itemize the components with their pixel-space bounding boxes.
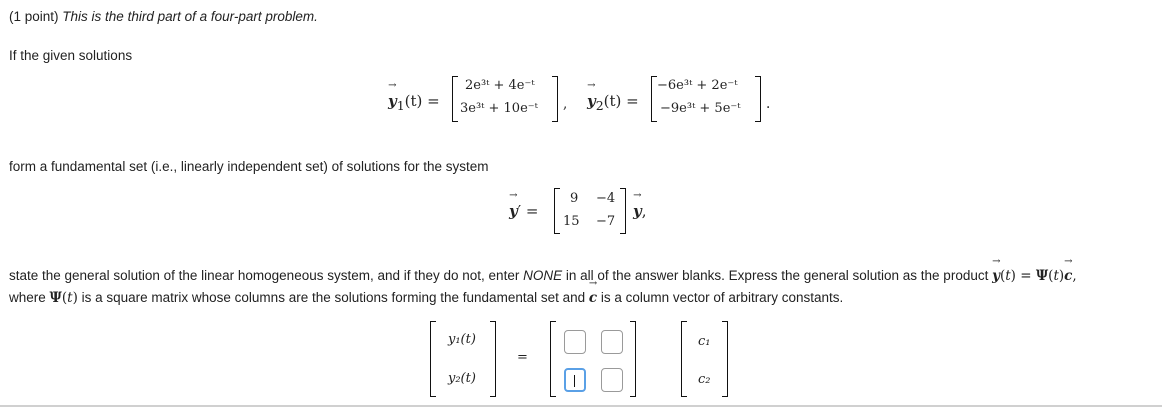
y2-right-bracket (755, 76, 761, 122)
system-a22: −7 (596, 214, 616, 229)
text-caret (574, 375, 575, 387)
y-symbol: y → (633, 202, 642, 220)
y-vec-symbol: y → (992, 268, 1000, 284)
answer-cell-12[interactable] (601, 330, 623, 354)
psi-right-bracket (630, 321, 636, 397)
problem-intro: This is the third part of a four-part problem. (62, 9, 318, 24)
state-text-pre: state the general solution of the linear homogeneous system, and if they do not, enter (9, 268, 524, 283)
psi-symbol: Ψ(t) (49, 290, 78, 306)
y1-arg: (t) = (404, 92, 440, 110)
c1-label: c₁ (698, 334, 711, 349)
y2-subscript: 2 (595, 98, 604, 113)
problem-header (9, 9, 318, 24)
product-formula: y →(t) = Ψ(t)c →, (992, 268, 1077, 284)
system-right-bracket (620, 188, 626, 234)
y1-right-bracket (552, 76, 558, 122)
y1-row1: 2e³ᵗ + 4e⁻ᵗ (465, 78, 535, 93)
c-vector-symbol (589, 290, 597, 306)
system-rhs: y →, (633, 202, 647, 220)
period: . (766, 96, 771, 112)
where-text-post: is a square matrix whose columns are the solutions forming the fundamental set and (77, 290, 589, 305)
none-keyword: NONE (523, 268, 563, 283)
y2-arg: (t) = (603, 92, 639, 110)
points-label: (1 point) (9, 9, 59, 24)
lhs-right-bracket (490, 321, 496, 397)
psi-left-bracket (550, 321, 556, 397)
lhs-y1: y₁(t) (448, 332, 476, 347)
y2-symbol: y → (587, 92, 596, 110)
lhs-left-bracket (430, 321, 436, 397)
system-left-bracket (554, 188, 560, 234)
answer-cell-22[interactable] (601, 368, 623, 392)
equals-sign: = (517, 350, 528, 365)
y1-left-bracket (452, 76, 458, 122)
system-a12: −4 (596, 191, 616, 206)
y2-row1: −6e³ᵗ + 2e⁻ᵗ (657, 78, 738, 93)
c2-label: c₂ (698, 372, 711, 387)
y1-symbol: y → (388, 92, 397, 110)
y2-label (587, 92, 639, 113)
state-text-post: in all of the answer blanks. Express the general solution as the product (562, 268, 993, 283)
system-lhs: y →′ = (509, 202, 538, 220)
y1-row2: 3e³ᵗ + 10e⁻ᵗ (460, 101, 538, 116)
answer-cell-11[interactable] (564, 330, 586, 354)
y1-subscript: 1 (396, 98, 405, 113)
y1-label (388, 92, 440, 113)
system-a21: 15 (563, 214, 580, 229)
answer-cell-21[interactable] (564, 368, 586, 392)
system-a11: 9 (570, 191, 579, 206)
c-left-bracket (681, 321, 687, 397)
c-vec-symbol: c → (1064, 268, 1072, 284)
c-right-bracket (722, 321, 728, 397)
where-text-end: is a column vector of arbitrary constants. (597, 290, 844, 305)
c-vec-inline: c → (589, 290, 597, 306)
state-text (9, 268, 1077, 284)
lhs-y2: y₂(t) (448, 371, 476, 386)
y2-row2: −9e³ᵗ + 5e⁻ᵗ (660, 101, 741, 116)
where-text-pre: where (9, 290, 50, 305)
given-text: If the given solutions (9, 48, 133, 63)
bottom-divider (0, 405, 1162, 407)
y-prime-symbol: y → (509, 202, 518, 220)
fundamental-text: form a fundamental set (i.e., linearly independent set) of solutions for the system (9, 159, 489, 174)
comma: , (563, 96, 568, 112)
where-text (9, 290, 843, 306)
